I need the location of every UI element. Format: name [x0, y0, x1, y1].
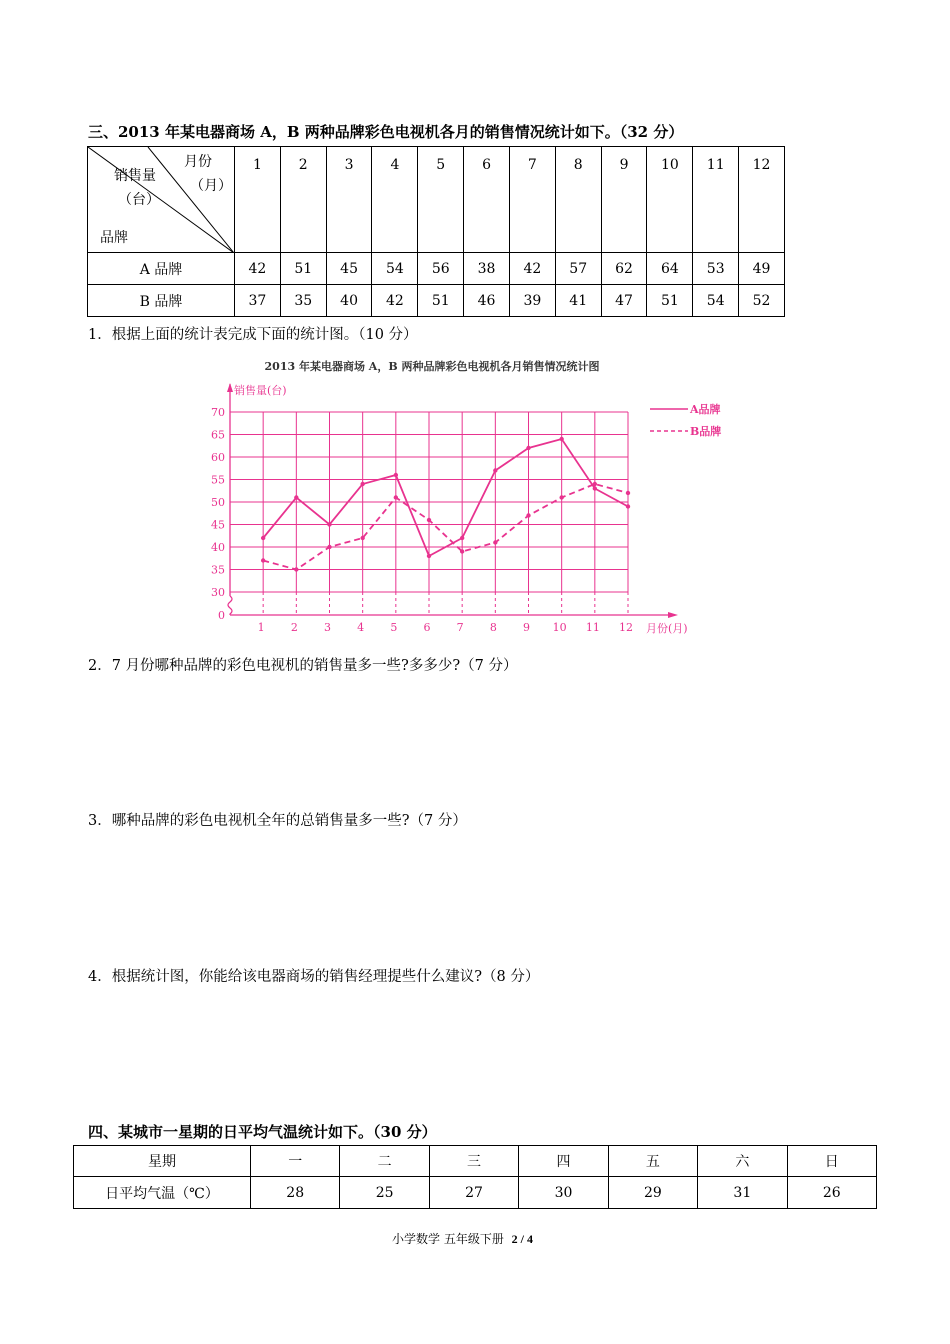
data-point [394, 473, 398, 477]
legend-label: B品牌 [690, 425, 722, 438]
data-point [559, 437, 563, 441]
data-point [493, 468, 497, 472]
y-tick-label: 35 [211, 563, 225, 577]
table-cell: 42 [235, 253, 281, 285]
day-header: 四 [519, 1146, 608, 1177]
question-2: 2．7 月份哪种品牌的彩色电视机的销售量多一些?多多少?（7 分） [88, 658, 518, 674]
y-tick-label: 60 [211, 451, 225, 464]
table-cell: 38 [464, 253, 510, 285]
month-header: 6 [464, 147, 510, 253]
footer-text: 小学数学 五年级下册 [392, 1232, 504, 1246]
month-header: 4 [372, 147, 418, 253]
month-header: 11 [693, 147, 739, 253]
brand-label: 品牌 [100, 230, 128, 246]
table-cell: 40 [326, 285, 372, 317]
day-header: 五 [608, 1146, 697, 1177]
month-header: 5 [418, 147, 464, 253]
y-axis-label: 销售量(台) [234, 384, 287, 397]
data-point [394, 495, 398, 499]
data-point [626, 491, 630, 495]
month-header: 7 [509, 147, 555, 253]
data-point [360, 482, 364, 486]
data-point [294, 567, 298, 571]
table-cell: 64 [647, 253, 693, 285]
chart-title: 2013 年某电器商场 A，B 两种品牌彩色电视机各月销售情况统计图 [264, 360, 600, 373]
day-header: 一 [251, 1146, 340, 1177]
x-tick-label: 2 [290, 621, 298, 634]
y-tick-label: 50 [211, 496, 225, 509]
table-cell: 54 [372, 253, 418, 285]
table-cell: 47 [601, 285, 647, 317]
x-tick-label: 12 [619, 621, 633, 634]
table-cell: 27 [429, 1177, 518, 1209]
y-tick-label: 40 [211, 541, 225, 554]
data-point [427, 554, 431, 558]
data-point [261, 536, 265, 540]
row-label: B 品牌 [88, 285, 235, 317]
table-row [88, 253, 785, 285]
table-cell: 45 [326, 253, 372, 285]
month-header: 9 [601, 147, 647, 253]
x-tick-label: 6 [423, 621, 431, 634]
y-tick-label: 65 [211, 428, 225, 442]
table-cell: 56 [418, 253, 464, 285]
data-point [460, 536, 464, 540]
table-cell: 30 [519, 1177, 608, 1209]
table-cell: 25 [340, 1177, 429, 1209]
data-point [493, 540, 497, 544]
month-header: 8 [555, 147, 601, 253]
month-header: 1 [235, 147, 281, 253]
x-tick-label: 1 [257, 621, 265, 634]
month-header: 2 [280, 147, 326, 253]
sales-line-chart [200, 350, 730, 640]
table-cell: 51 [280, 253, 326, 285]
table-cell: 51 [647, 285, 693, 317]
month-header: 12 [739, 147, 785, 253]
sales-unit: （台） [118, 192, 160, 208]
chart-ticks [211, 406, 633, 634]
data-point [559, 495, 563, 499]
table-cell: 41 [555, 285, 601, 317]
table-row [74, 1146, 877, 1177]
data-point [593, 482, 597, 486]
day-header: 二 [340, 1146, 429, 1177]
sales-table [87, 146, 785, 317]
page-footer [392, 1230, 533, 1247]
data-point [460, 549, 464, 553]
page-number: 2 / 4 [511, 1232, 533, 1246]
x-tick-label: 8 [489, 621, 497, 634]
sales-label: 销售量 [114, 168, 156, 184]
table-cell: 28 [251, 1177, 340, 1209]
table-cell: 62 [601, 253, 647, 285]
table-row [74, 1177, 877, 1209]
table-cell: 35 [280, 285, 326, 317]
table-cell: 57 [555, 253, 601, 285]
x-tick-label: 3 [324, 621, 331, 634]
data-point [427, 518, 431, 522]
question-3: 3．哪种品牌的彩色电视机全年的总销售量多一些?（7 分） [88, 813, 467, 829]
month-header: 3 [326, 147, 372, 253]
table-cell: 53 [693, 253, 739, 285]
table-cell: 26 [787, 1177, 876, 1209]
table-cell: 54 [693, 285, 739, 317]
table-cell: 51 [418, 285, 464, 317]
day-header: 六 [698, 1146, 787, 1177]
section3-title: 三、2013 年某电器商场 A，B 两种品牌彩色电视机各月的销售情况统计如下。（32 分） [88, 123, 684, 141]
day-header: 三 [429, 1146, 518, 1177]
question-4: 4．根据统计图，你能给该电器商场的销售经理提些什么建议?（8 分） [88, 969, 540, 985]
axis-break-icon [228, 596, 232, 615]
chart-legend [650, 402, 721, 438]
question-1: 1．根据上面的统计表完成下面的统计图。（10 分） [88, 327, 418, 343]
x-tick-label: 4 [357, 621, 365, 634]
table-cell: 49 [739, 253, 785, 285]
data-point [526, 446, 530, 450]
table-cell: 42 [372, 285, 418, 317]
month-header: 10 [647, 147, 693, 253]
x-tick-label: 9 [523, 621, 530, 634]
temperature-table [73, 1145, 877, 1209]
data-point [327, 545, 331, 549]
table-cell: 52 [739, 285, 785, 317]
y-tick-label: 30 [211, 586, 225, 599]
x-axis-arrow [668, 612, 678, 618]
section4-title: 四、某城市一星期的日平均气温统计如下。（30 分） [88, 1123, 437, 1141]
y-tick-label: 45 [211, 518, 225, 532]
x-tick-label: 7 [456, 621, 464, 634]
y-tick-label: 55 [211, 473, 225, 487]
table-cell: 37 [235, 285, 281, 317]
table-cell: 42 [509, 253, 555, 285]
diagonal-header-cell [88, 147, 235, 253]
data-point [593, 486, 597, 490]
x-tick-label: 10 [552, 621, 567, 634]
table-cell: 31 [698, 1177, 787, 1209]
x-axis-label: 月份(月) [646, 622, 688, 635]
table-cell: 39 [509, 285, 555, 317]
data-point [294, 495, 298, 499]
table-cell: 46 [464, 285, 510, 317]
data-point [626, 504, 630, 508]
x-tick-label: 5 [390, 621, 398, 634]
chart-grid [230, 412, 628, 615]
day-header: 日 [787, 1146, 876, 1177]
table-row [88, 285, 785, 317]
data-point [261, 558, 265, 562]
month-label: 月份 [184, 154, 212, 170]
data-point [526, 513, 530, 517]
data-point [360, 536, 364, 540]
month-unit: （月） [190, 178, 232, 194]
y-tick-label: 0 [218, 609, 225, 622]
y-axis-arrow [227, 383, 233, 392]
legend-label: A品牌 [690, 403, 721, 416]
y-tick-label: 70 [211, 406, 225, 419]
row-label: 日平均气温（℃） [74, 1177, 251, 1209]
series-line-b [263, 484, 628, 570]
header-label: 星期 [74, 1146, 251, 1177]
row-label: A 品牌 [88, 253, 235, 285]
data-point [327, 522, 331, 526]
x-tick-label: 11 [585, 621, 600, 634]
table-cell: 29 [608, 1177, 697, 1209]
